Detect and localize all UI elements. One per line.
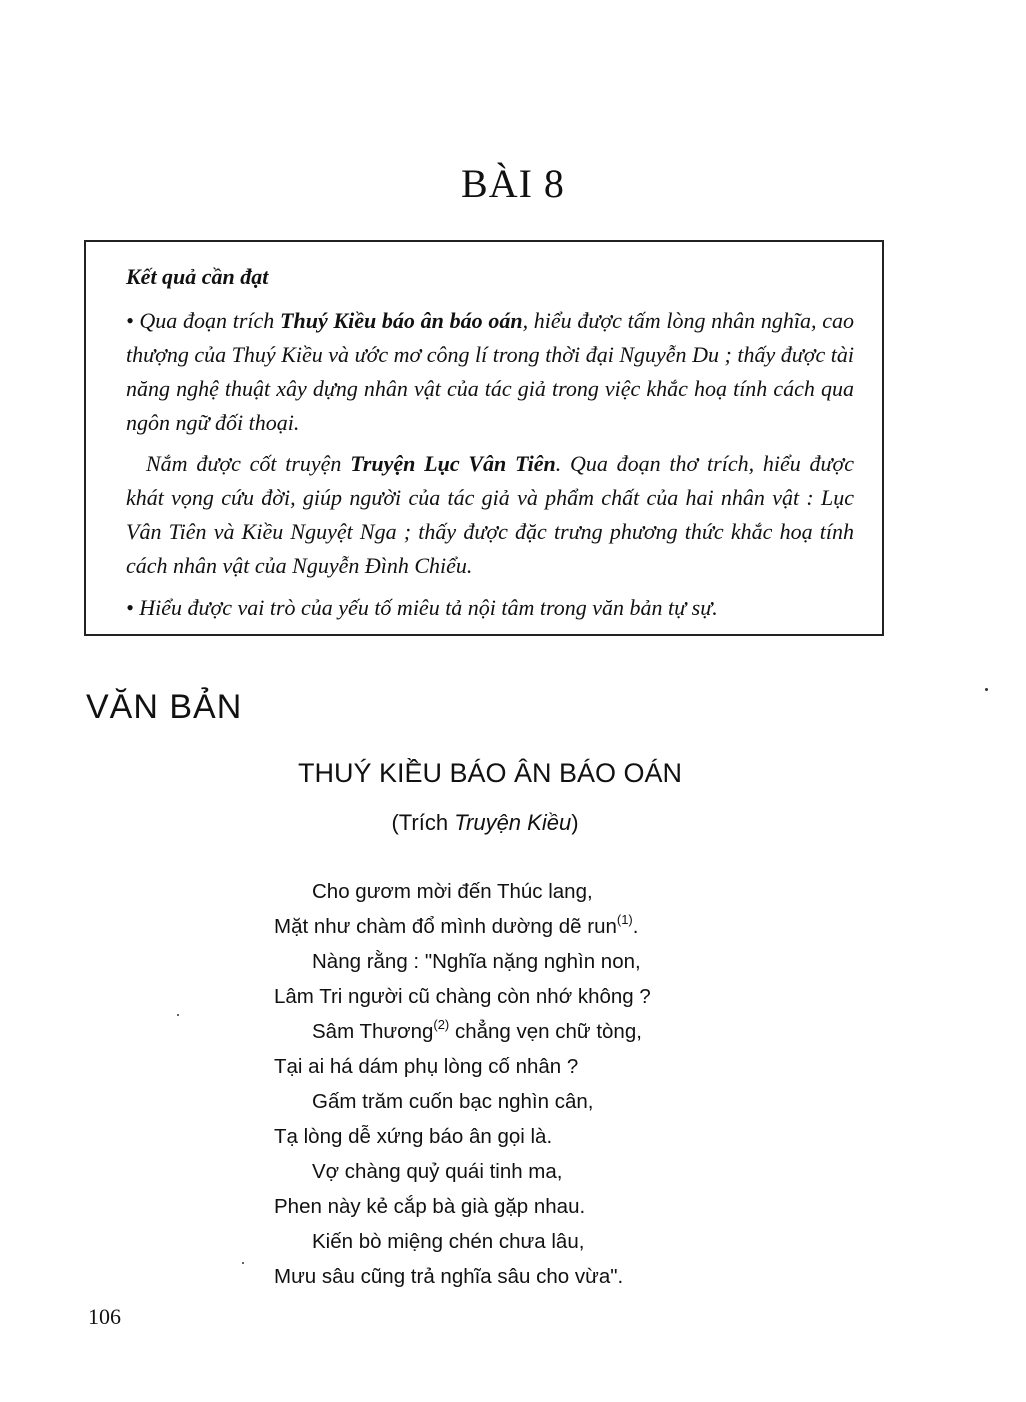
poem-line-text-cont: chẳng vẹn chữ tòng, bbox=[449, 1020, 642, 1043]
scan-speck bbox=[985, 688, 988, 691]
poem-line: Cho gươm mời đến Thúc lang, bbox=[312, 880, 593, 903]
outcome-1-text-end: , hiểu được tấm lòng nhân nghĩa, cao thượng của Thuý Kiều và ước mơ công lí trong thời đại Nguyễn Du ; thấy được tài năng nghệ thuật xây dựng nhân vật của tác giả trong việc khắc hoạ tính cách qua ngôn ngữ đối thoại. bbox=[126, 308, 854, 435]
poem-line bbox=[274, 1014, 794, 1049]
outcome-2-text-end: . Qua đoạn thơ trích, hiểu được khát vọng cứu đời, giúp người của tác giả và phẩm chất của hai nhân vật : Lục Vân Tiên và Kiều Nguyệt Nga ; thấy được đặc trưng phương thức khắc hoạ tính cách nhân vật của Nguyễn Đình Chiểu. bbox=[126, 451, 855, 578]
outcome-2-work-title: Truyện Lục Vân Tiên bbox=[350, 451, 556, 476]
source-work: Truyện Kiều bbox=[454, 810, 572, 835]
poem-line: Mưu sâu cũng trả nghĩa sâu cho vừa". bbox=[274, 1265, 624, 1288]
outcome-2-text-start: Nắm được cốt truyện bbox=[146, 451, 351, 476]
source-open: (Trích bbox=[391, 810, 455, 835]
bullet-icon: • bbox=[126, 308, 134, 333]
poem-line-end: . bbox=[632, 915, 639, 938]
poem-line: Vợ chàng quỷ quái tinh ma, bbox=[312, 1160, 563, 1183]
learning-outcomes-box bbox=[84, 240, 884, 636]
outcome-3-text: Hiểu được vai trò của yếu tố miêu tả nội tâm trong văn bản tự sự. bbox=[133, 595, 718, 620]
poem-line bbox=[274, 909, 794, 944]
outcome-paragraph-1 bbox=[126, 304, 854, 440]
source-close: ) bbox=[571, 810, 579, 835]
outcome-paragraph-2 bbox=[126, 447, 854, 583]
poem-line: Lâm Tri người cũ chàng còn nhớ không ? bbox=[274, 985, 651, 1008]
bullet-icon: • bbox=[126, 595, 134, 620]
poem-line: Nàng rằng : "Nghĩa nặng nghìn non, bbox=[312, 950, 641, 973]
poem-line-text: Sâm Thương bbox=[312, 1020, 434, 1043]
scan-speck bbox=[242, 1262, 244, 1264]
lesson-title: BÀI 8 bbox=[461, 161, 565, 206]
poem-line: Tại ai há dám phụ lòng cố nhân ? bbox=[274, 1055, 579, 1078]
poem-line-text: Mặt như chàm đổ mình dường dẽ run bbox=[274, 915, 617, 938]
outcome-1-work-title: Thuý Kiều báo ân báo oán bbox=[280, 308, 523, 333]
poem-line: Tạ lòng dễ xứng báo ân gọi là. bbox=[274, 1125, 553, 1148]
outcome-paragraph-3 bbox=[126, 591, 854, 625]
section-title: VĂN BẢN bbox=[86, 688, 243, 726]
footnote-2-marker: (2) bbox=[433, 1017, 450, 1032]
outcome-1-text-start: Qua đoạn trích bbox=[133, 308, 281, 333]
text-source bbox=[0, 810, 970, 836]
poem-line: Kiến bò miệng chén chưa lâu, bbox=[312, 1230, 585, 1253]
scan-speck bbox=[177, 1014, 179, 1016]
footnote-1-marker: (1) bbox=[616, 912, 633, 927]
poem bbox=[274, 874, 794, 1294]
page-number: 106 bbox=[88, 1304, 121, 1329]
outcomes-heading: Kết quả cần đạt bbox=[126, 264, 269, 289]
poem-line: Phen này kẻ cắp bà già gặp nhau. bbox=[274, 1195, 586, 1218]
poem-line: Gấm trăm cuốn bạc nghìn cân, bbox=[312, 1090, 594, 1113]
text-title: THUÝ KIỀU BÁO ÂN BÁO OÁN bbox=[297, 758, 683, 788]
